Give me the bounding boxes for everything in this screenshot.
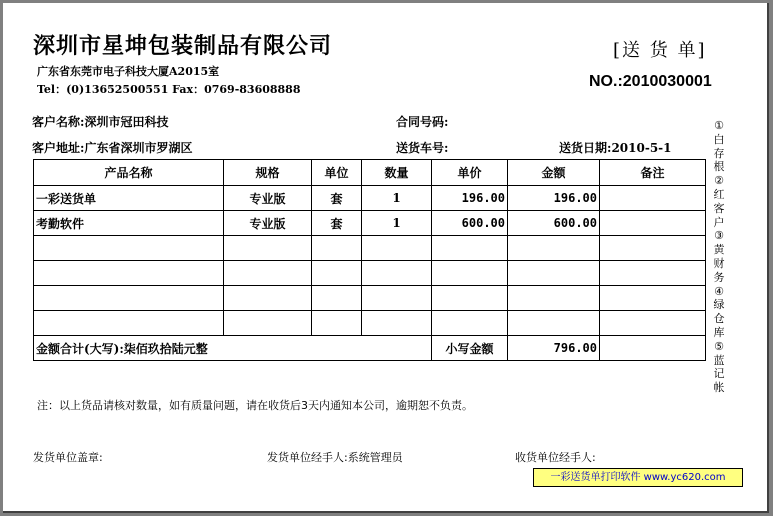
cell-unit-price: 600.00 xyxy=(432,211,508,236)
delivery-date-value: 2010-5-1 xyxy=(611,141,672,155)
small-total-label: 小写金额 xyxy=(432,336,508,361)
receiver-handler-field xyxy=(515,449,596,465)
delivery-date-field xyxy=(559,139,672,156)
cell-quantity: 1 xyxy=(362,186,432,211)
cell-amount: 600.00 xyxy=(508,211,600,236)
header-unit-price: 单价 xyxy=(432,160,508,186)
cell-quantity: 1 xyxy=(362,211,432,236)
footer-note: 注：以上货品请核对数量，如有质量问题，请在收货后3天内通知本公司，逾期恕不负责。 xyxy=(37,399,473,412)
copy-char: 财 xyxy=(713,256,725,270)
software-ad-link[interactable]: 一彩送货单打印软件 www.yc620.com xyxy=(533,468,743,487)
cell-remarks xyxy=(600,186,706,211)
copy-distribution-column xyxy=(711,119,727,395)
table-total-row xyxy=(34,336,706,361)
copy-marker-1: ① xyxy=(714,119,724,132)
table-row-empty xyxy=(34,286,706,311)
copy-marker-3: ③ xyxy=(714,229,724,243)
contract-number-label: 合同号码: xyxy=(396,115,449,129)
copy-char: 绿 xyxy=(713,298,725,312)
total-in-words-label: 金额合计(大写): xyxy=(36,341,124,356)
copy-marker-2: ② xyxy=(714,174,724,188)
header-amount: 金额 xyxy=(508,160,600,186)
sender-handler-field xyxy=(267,449,403,465)
contract-number-field xyxy=(396,113,448,130)
cell-amount: 196.00 xyxy=(508,186,600,211)
header-quantity: 数量 xyxy=(362,160,432,186)
table-row xyxy=(34,186,706,211)
document-number: NO.:2010030001 xyxy=(589,73,712,90)
company-address: 广东省东莞市电子科技大厦A2015室 xyxy=(37,65,220,78)
header-spec: 规格 xyxy=(224,160,312,186)
cell-spec: 专业版 xyxy=(224,186,312,211)
sender-handler-value: 系统管理员 xyxy=(347,451,403,464)
company-contact: Tel：(0)13652500551 Fax：0769-83608888 xyxy=(37,83,301,96)
document-title: [送 货 单] xyxy=(613,40,707,61)
cell-unit: 套 xyxy=(312,211,362,236)
cell-product-name: 考勤软件 xyxy=(34,211,224,236)
customer-name-label: 客户名称: xyxy=(32,115,85,129)
copy-char: 存 xyxy=(713,146,725,160)
vehicle-number-field xyxy=(396,139,448,156)
copy-marker-5: ⑤ xyxy=(714,339,724,353)
total-remarks-cell xyxy=(600,336,706,361)
total-in-words-value: 柒佰玖拾陆元整 xyxy=(123,341,208,356)
copy-char: 帐 xyxy=(713,381,725,395)
customer-name-value: 深圳市冠田科技 xyxy=(84,115,169,129)
customer-address-field xyxy=(32,139,192,156)
sender-stamp-label: 发货单位盖章: xyxy=(33,451,103,464)
cell-unit: 套 xyxy=(312,186,362,211)
table-row-empty xyxy=(34,311,706,336)
cell-product-name: 一彩送货单 xyxy=(34,186,224,211)
header-product-name: 产品名称 xyxy=(34,160,224,186)
copy-char: 库 xyxy=(713,325,725,339)
copy-char: 根 xyxy=(713,160,725,174)
copy-char: 记 xyxy=(713,367,725,381)
copy-char: 黄 xyxy=(713,243,725,257)
copy-marker-4: ④ xyxy=(714,284,724,298)
header-unit: 单位 xyxy=(312,160,362,186)
table-row xyxy=(34,211,706,236)
small-total-value: 796.00 xyxy=(508,336,600,361)
sender-stamp-field xyxy=(33,449,103,465)
copy-char: 户 xyxy=(713,215,725,229)
company-name: 深圳市星坤包装制品有限公司 xyxy=(33,33,333,59)
copy-char: 仓 xyxy=(713,312,725,326)
items-table xyxy=(33,159,706,361)
table-row-empty xyxy=(34,261,706,286)
copy-char: 白 xyxy=(713,132,725,146)
table-header-row xyxy=(34,160,706,186)
copy-char: 务 xyxy=(713,270,725,284)
total-in-words xyxy=(34,336,432,361)
delivery-note-paper xyxy=(3,3,769,513)
cell-unit-price: 196.00 xyxy=(432,186,508,211)
delivery-date-label: 送货日期: xyxy=(559,141,612,155)
cell-spec: 专业版 xyxy=(224,211,312,236)
cell-remarks xyxy=(600,211,706,236)
copy-char: 客 xyxy=(713,201,725,215)
sender-handler-label: 发货单位经手人: xyxy=(267,451,348,464)
receiver-handler-label: 收货单位经手人: xyxy=(515,451,596,464)
customer-address-label: 客户地址: xyxy=(32,141,85,155)
copy-char: 蓝 xyxy=(713,353,725,367)
vehicle-number-label: 送货车号: xyxy=(396,141,449,155)
header-remarks: 备注 xyxy=(600,160,706,186)
customer-address-value: 广东省深圳市罗湖区 xyxy=(84,141,193,155)
customer-name-field xyxy=(32,113,168,130)
copy-char: 红 xyxy=(713,187,725,201)
table-row-empty xyxy=(34,236,706,261)
